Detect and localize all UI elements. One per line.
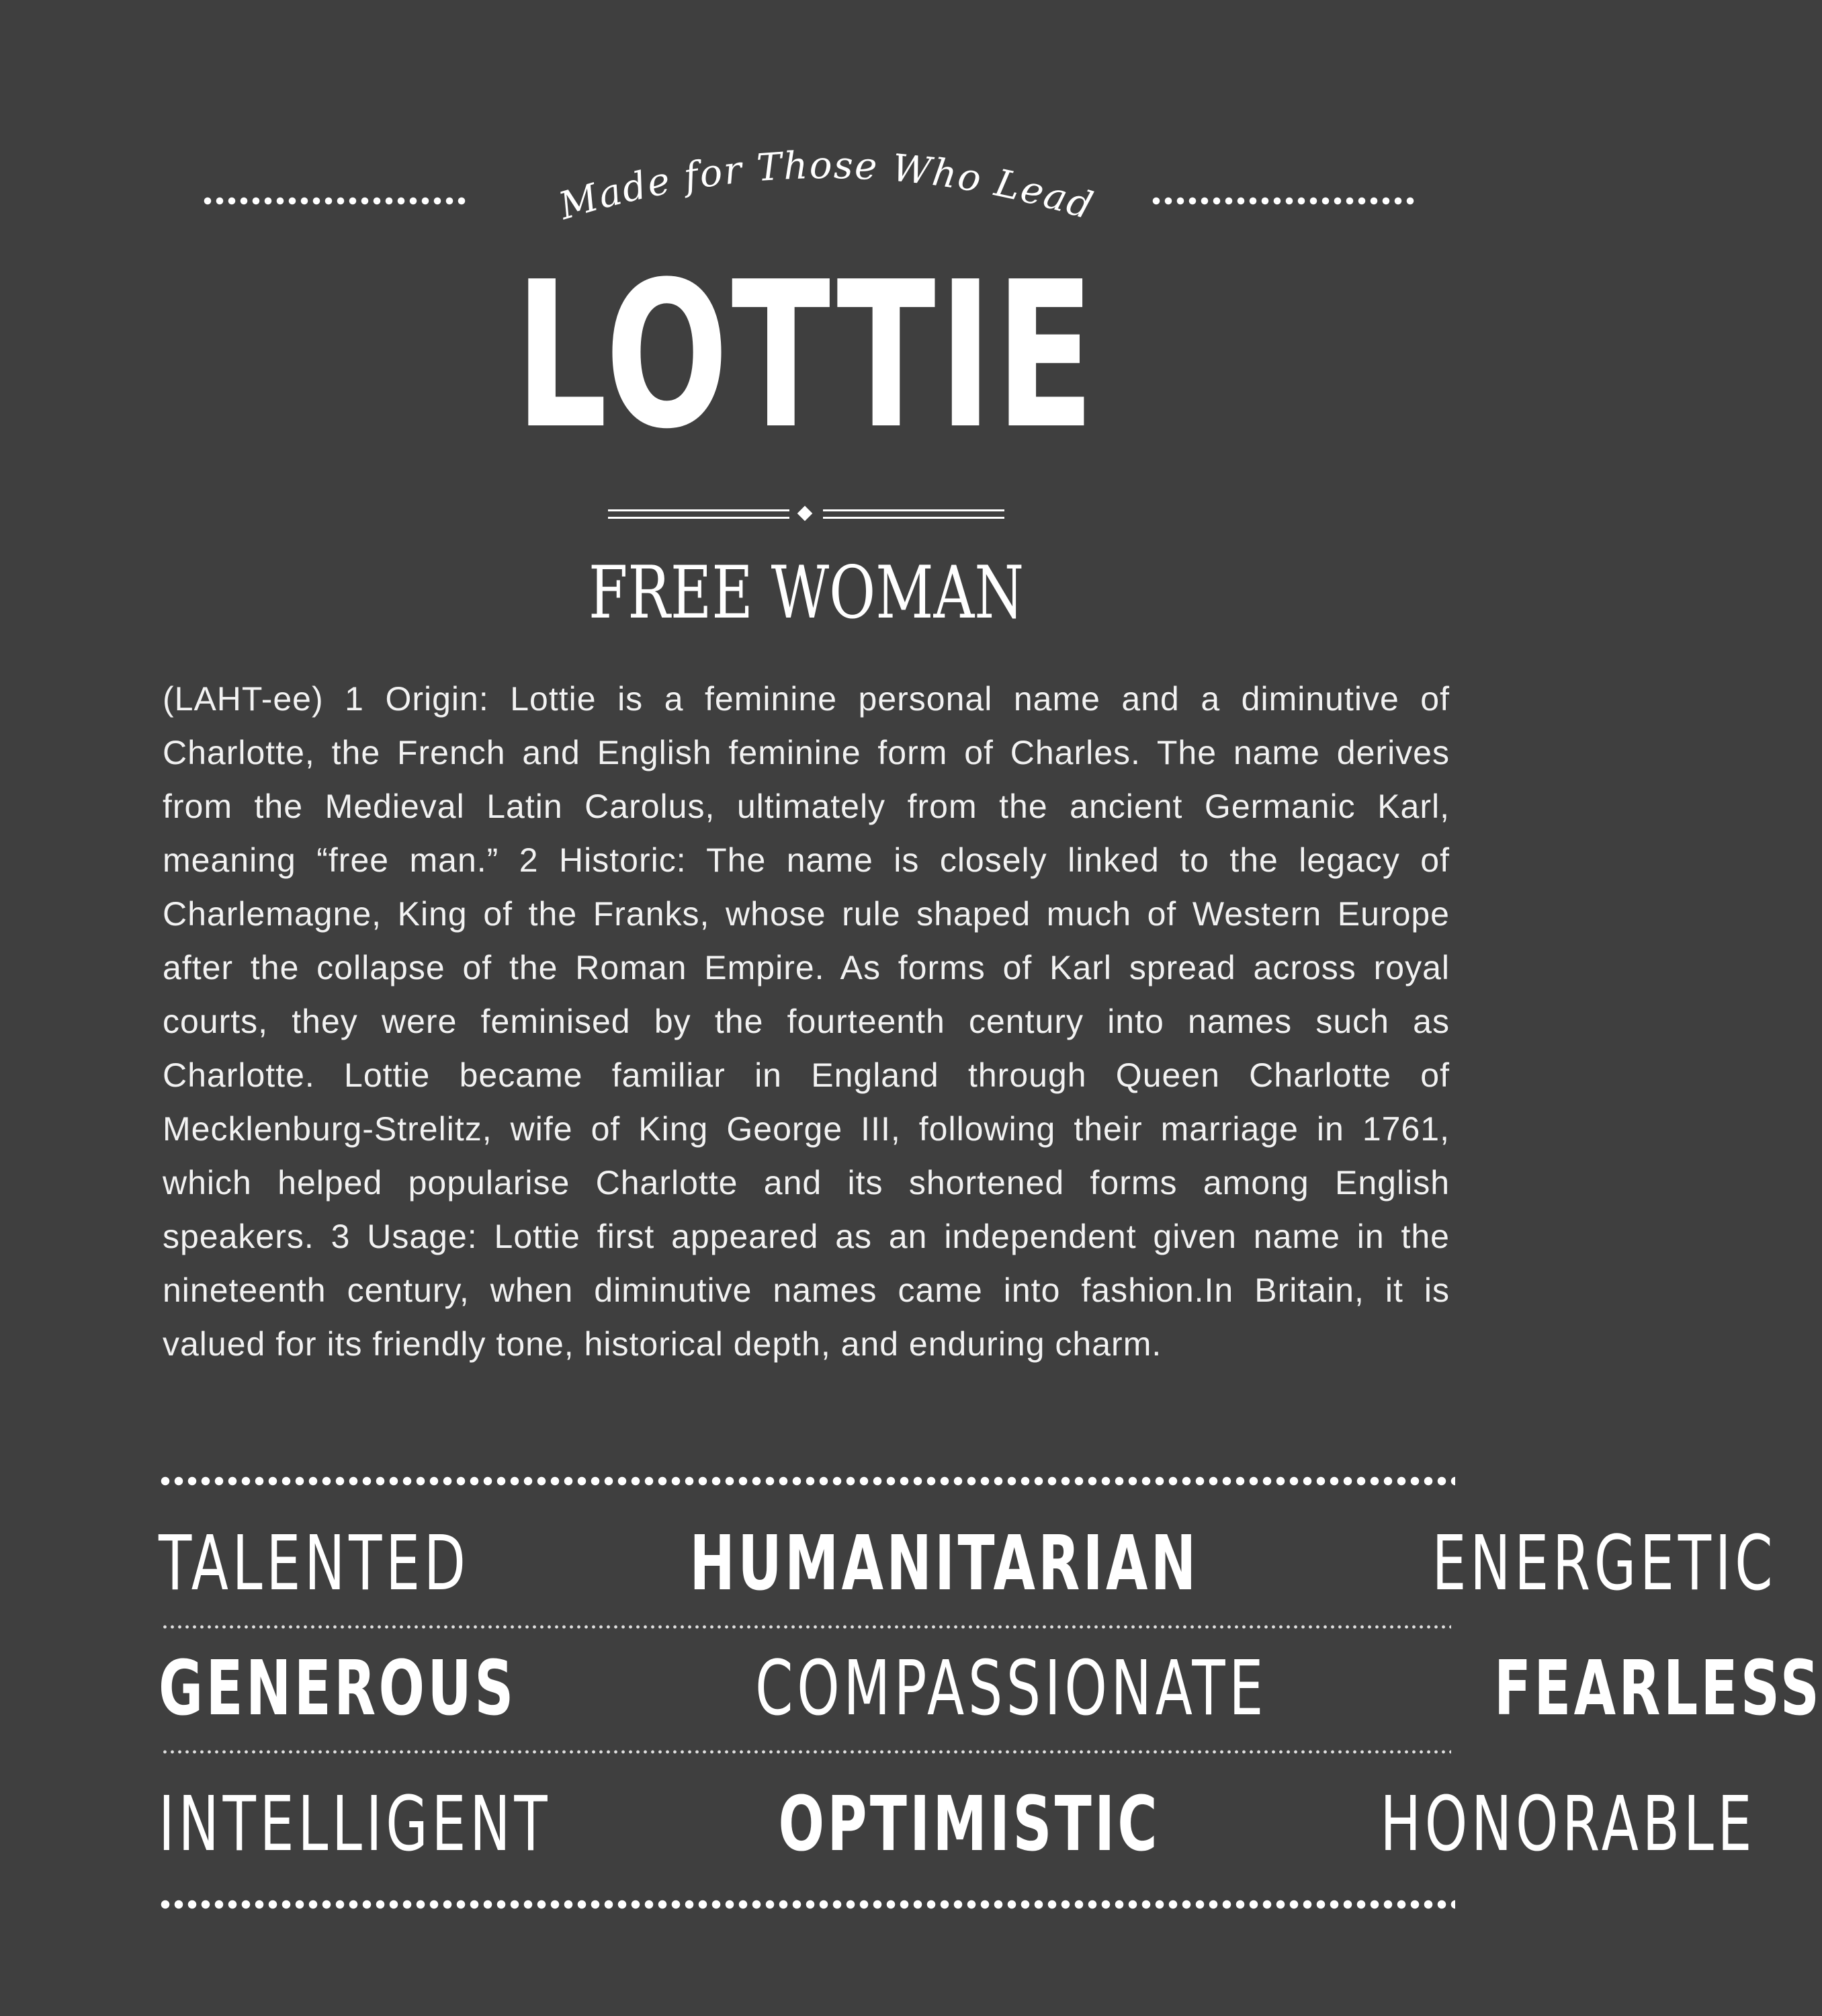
trait-word: HUMANITARIAN bbox=[689, 1520, 1199, 1607]
trait-word: TALENTED bbox=[159, 1520, 470, 1607]
trait-row-3 bbox=[159, 1781, 1756, 1868]
trait-word: OPTIMISTIC bbox=[778, 1781, 1160, 1868]
tagline-header bbox=[195, 121, 1424, 228]
ornament-divider bbox=[608, 505, 1004, 523]
ornament-left-line bbox=[608, 509, 789, 519]
name-meaning: FREE WOMAN bbox=[588, 551, 1025, 635]
ornament-right-line bbox=[823, 509, 1004, 519]
trait-row-1 bbox=[159, 1520, 1776, 1607]
tagline: Made for Those Who Lead bbox=[554, 143, 1099, 228]
tagline-arc bbox=[517, 121, 1135, 228]
trait-separator-rule bbox=[161, 1750, 1451, 1754]
trait-word: COMPASSIONATE bbox=[754, 1645, 1267, 1732]
trait-word: FEARLESS bbox=[1493, 1645, 1822, 1732]
trait-word: HONORABLE bbox=[1380, 1781, 1756, 1868]
traits-bottom-dotted-rule bbox=[159, 1899, 1455, 1910]
tagline-text bbox=[554, 144, 1098, 228]
trait-word: ENERGETIC bbox=[1432, 1520, 1776, 1607]
diamond-icon bbox=[797, 506, 813, 521]
trait-word: INTELLIGENT bbox=[159, 1781, 552, 1868]
trait-word: GENEROUS bbox=[159, 1645, 517, 1732]
trait-separator-rule bbox=[161, 1625, 1451, 1629]
name-description: (LAHT-ee) 1 Origin: Lottie is a feminine personal name and a diminutive of Charlotte, the French and English feminine form of Charles. The name derives from the Medieval Latin Carolus, ultimately from the ancient Germanic Karl, meaning “free man.” 2 Historic: The name is closely linked to the legacy of Charlemagne, King of the Franks, whose rule shaped much of Western Europe after the collapse of the Roman Empire. As forms of Karl spread across royal courts, they were feminised by the fourteenth century into names such as Charlotte. Lottie became familiar in England through Queen Charlotte of Mecklenburg-Strelitz, wife of King George III, following their marriage in 1761, which helped popularise Charlotte and its shortened forms among English speakers. 3 Usage: Lottie first appeared as an independent given name in the nineteenth century, when diminutive names came into fashion.In Britain, it is valued for its friendly tone, historical depth, and enduring charm. bbox=[163, 680, 1450, 1363]
trait-row-2 bbox=[159, 1645, 1822, 1732]
name-title: LOTTIE bbox=[515, 239, 1098, 473]
left-dotted-rule bbox=[202, 196, 469, 206]
traits-top-dotted-rule bbox=[159, 1476, 1455, 1486]
right-dotted-rule bbox=[1150, 196, 1418, 206]
